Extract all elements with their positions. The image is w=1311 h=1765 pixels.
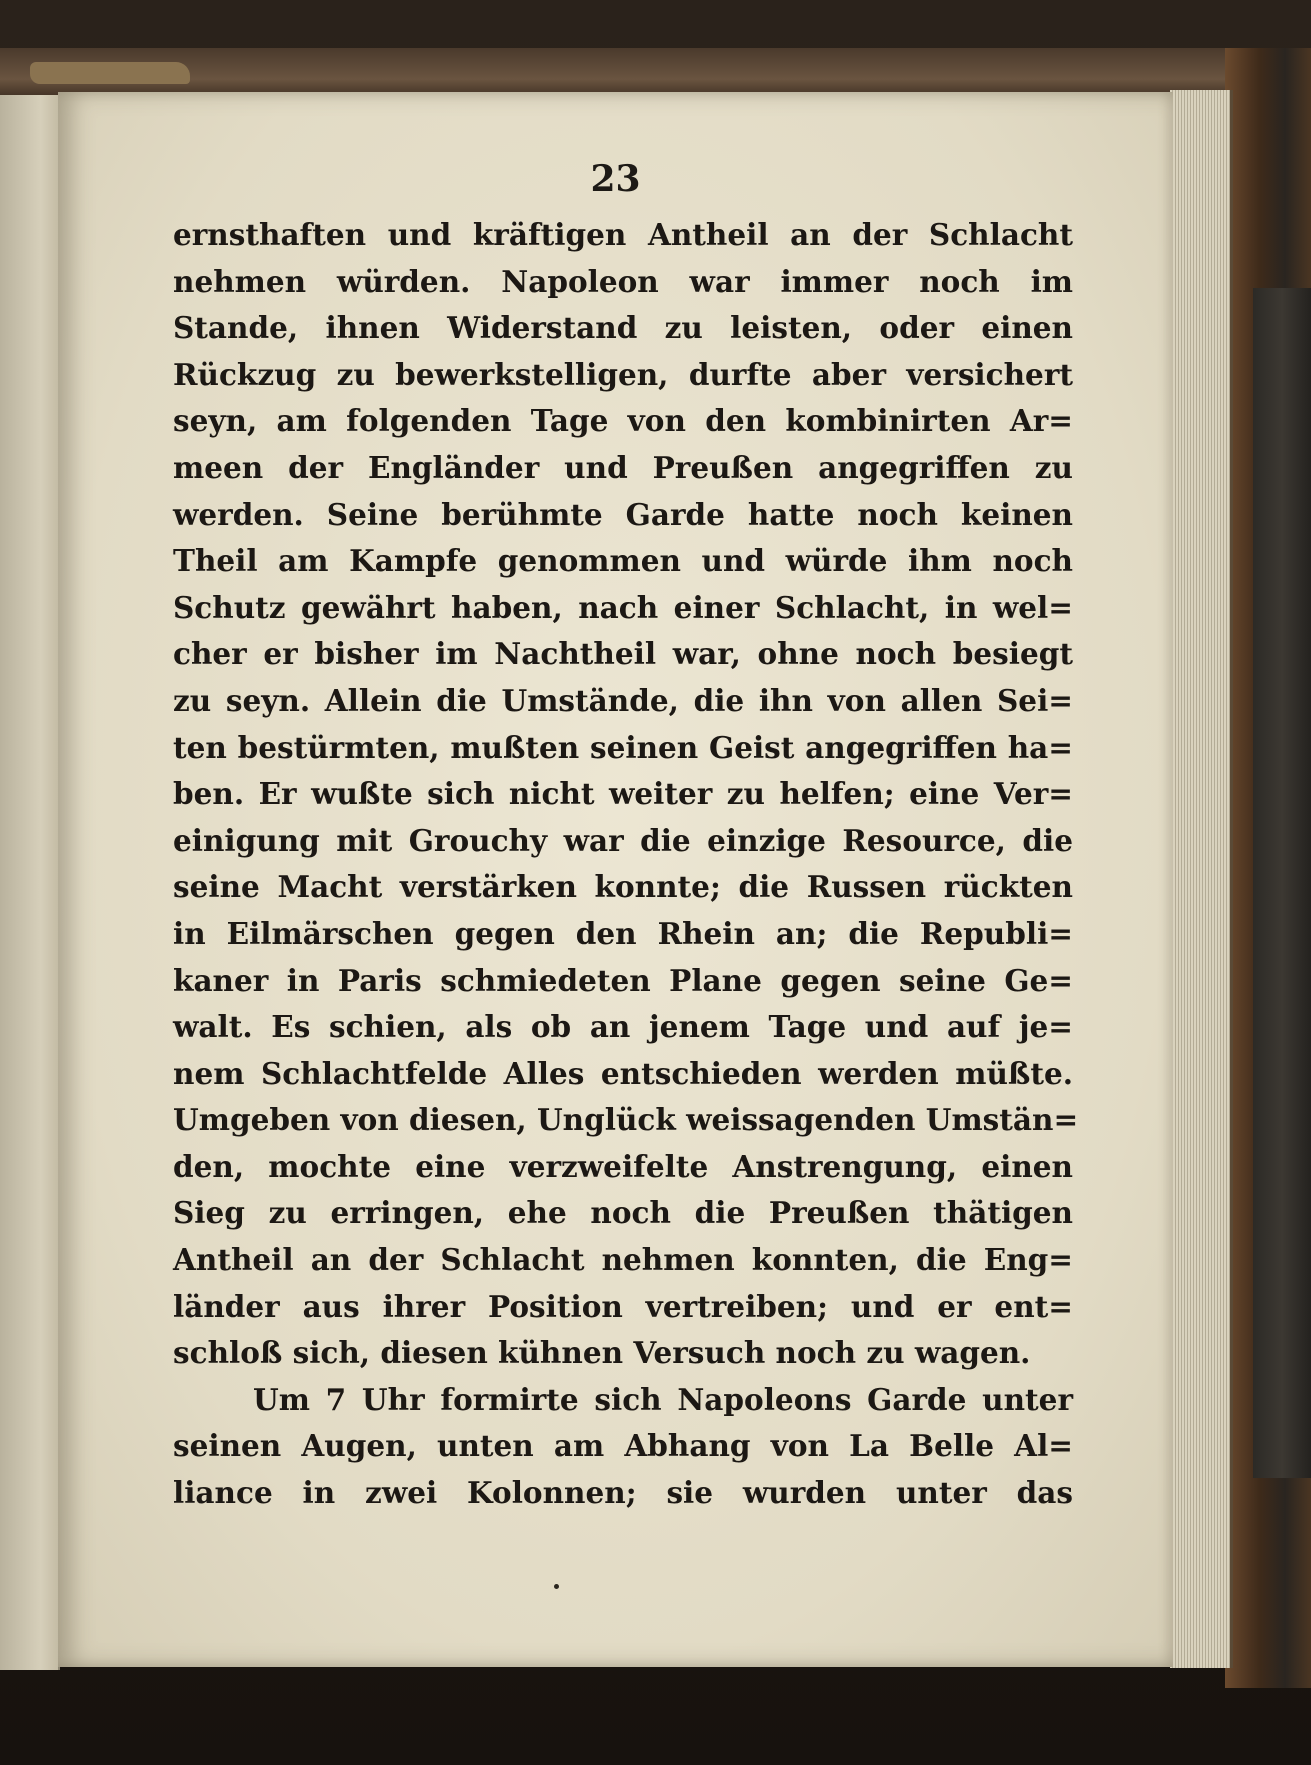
ink-speck: [554, 1584, 559, 1589]
text-line: werden. Seine berühmte Garde hatte noch keinen: [173, 496, 1073, 532]
facing-page-edge: [0, 95, 60, 1670]
text-line: meen der Engländer und Preußen angegriffen zu: [173, 449, 1073, 485]
text-line: einigung mit Grouchy war die einzige Resource, die: [173, 822, 1073, 858]
text-line: cher er bisher im Nachtheil war, ohne noch besiegt: [173, 636, 1073, 672]
text-line: Umgeben von diesen, Unglück weissagenden Umstän=: [173, 1102, 1079, 1138]
text-line: Stande, ihnen Widerstand zu leisten, oder einen: [173, 310, 1073, 346]
text-line: seinen Augen, unten am Abhang von La Belle Al=: [173, 1428, 1073, 1464]
text-line: Rückzug zu bewerkstelligen, durfte aber versichert: [173, 356, 1073, 392]
text-line: kaner in Paris schmiedeten Plane gegen seine Ge=: [173, 962, 1073, 998]
text-line: Theil am Kampfe genommen und würde ihm noch: [173, 543, 1073, 579]
text-line: Schutz gewährt haben, nach einer Schlacht, in wel=: [173, 589, 1073, 625]
text-line: nehmen würden. Napoleon war immer noch im: [173, 263, 1073, 299]
text-line: ben. Er wußte sich nicht weiter zu helfen; eine Ver=: [173, 776, 1073, 812]
text-line: in Eilmärschen gegen den Rhein an; die Republi=: [173, 915, 1073, 951]
text-line: schloß sich, diesen kühnen Versuch noch zu wagen.: [173, 1335, 1031, 1371]
text-line: Antheil an der Schlacht nehmen konnten, die Eng=: [173, 1242, 1073, 1278]
text-line: ernsthaften und kräftigen Antheil an der Schlacht: [173, 217, 1073, 252]
text-line: nem Schlachtfelde Alles entschieden werden müßte.: [173, 1055, 1073, 1091]
text-line: ten bestürmten, mußten seinen Geist angegriffen ha=: [173, 729, 1073, 765]
leather-spine: [1253, 288, 1311, 1478]
text-line: liance in zwei Kolonnen; sie wurden unter das: [173, 1475, 1073, 1511]
body-text: [173, 212, 1079, 1517]
text-line: Um 7 Uhr formirte sich Napoleons Garde unter: [253, 1381, 1073, 1417]
torn-paper-scrap: [30, 62, 190, 84]
page-number: 23: [590, 158, 641, 200]
book-cover-right: [1225, 48, 1311, 1688]
text-line: zu seyn. Allein die Umstände, die ihn von allen Sei=: [173, 682, 1073, 718]
text-line: länder aus ihrer Position vertreiben; und er ent=: [173, 1288, 1073, 1324]
text-line: Sieg zu erringen, ehe noch die Preußen thätigen: [173, 1195, 1073, 1231]
text-line: seyn, am folgenden Tage von den kombinirten Ar=: [173, 403, 1073, 439]
text-line: walt. Es schien, als ob an jenem Tage und auf je=: [173, 1009, 1073, 1045]
text-line: den, mochte eine verzweifelte Anstrengung, einen: [173, 1148, 1073, 1184]
page-stack-edge: [1170, 90, 1233, 1668]
book-page: [58, 92, 1173, 1667]
text-line: seine Macht verstärken konnte; die Russen rückten: [173, 869, 1073, 905]
